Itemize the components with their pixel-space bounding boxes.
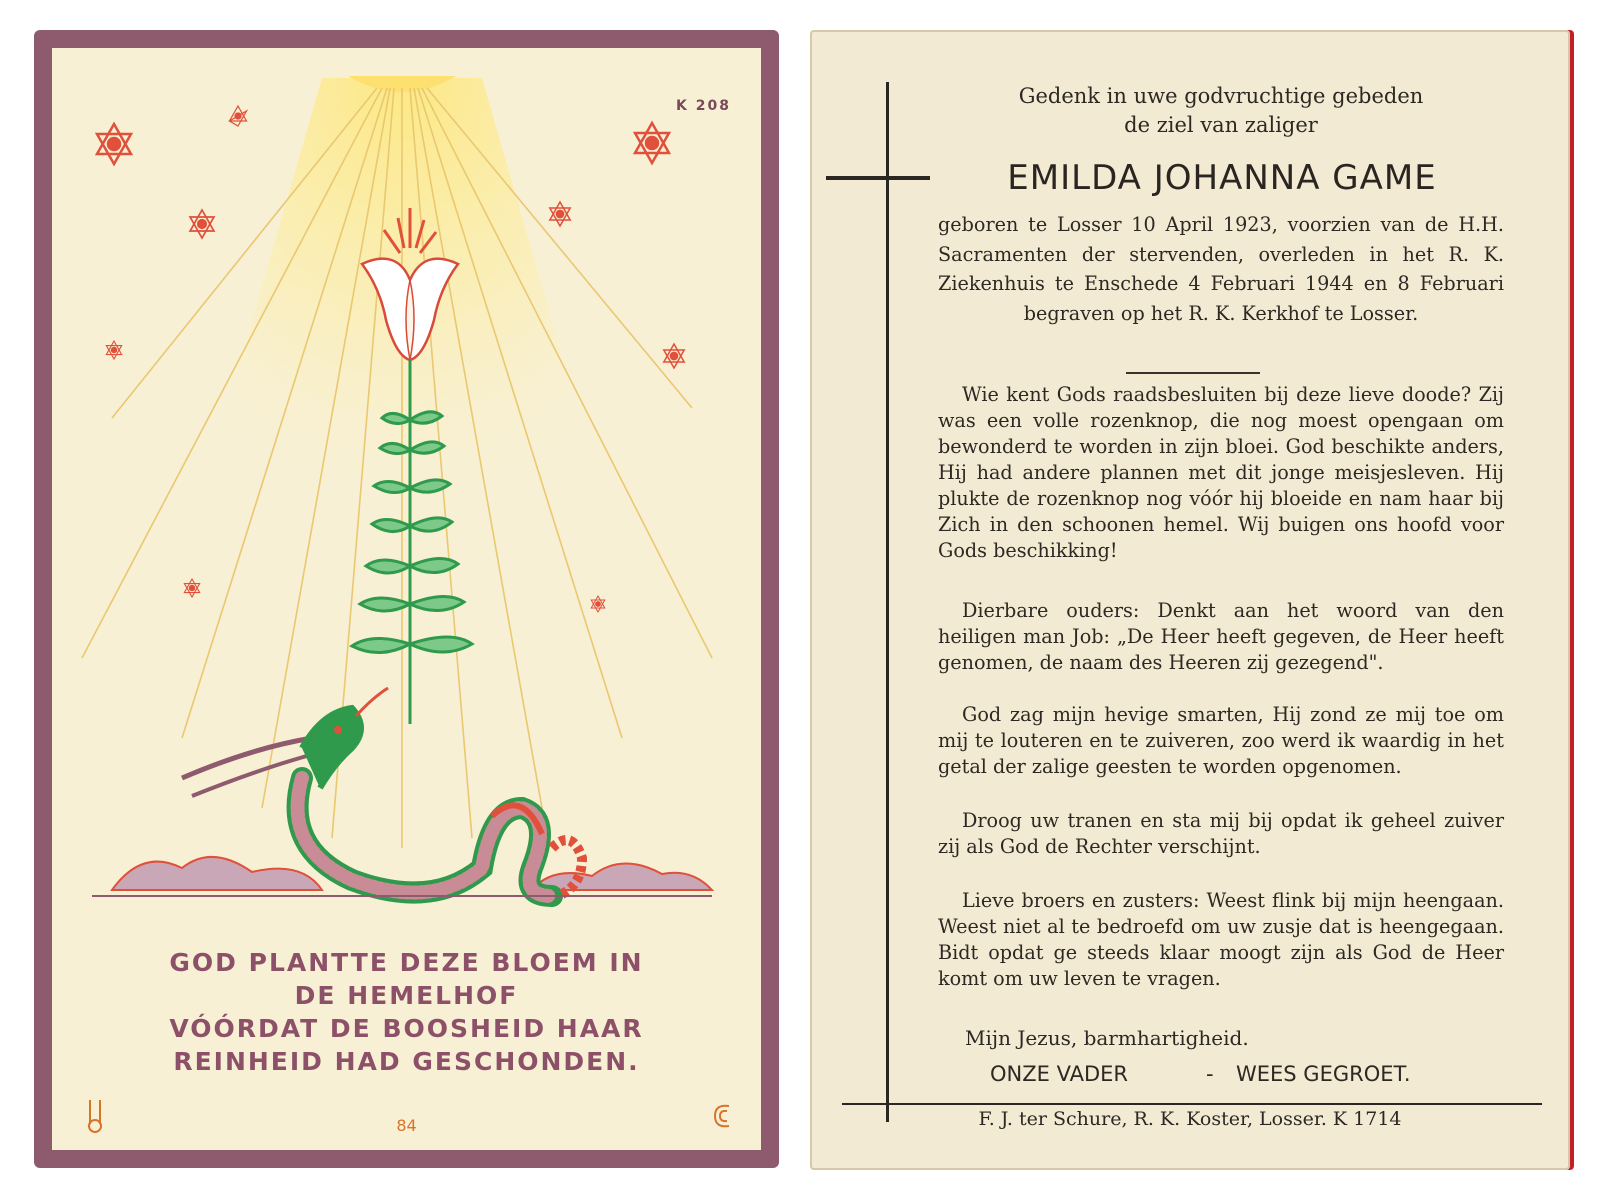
motto-line: REINHEID HAD GESCHONDEN. bbox=[173, 1047, 640, 1076]
prayer-separator: - bbox=[1206, 1062, 1214, 1086]
star-icon bbox=[550, 202, 570, 226]
motto-line: DE HEMELHOF bbox=[294, 981, 519, 1010]
paragraph: Lieve broers en zusters: Weest flink bij mijn heengaan. Weest niet al te bedroefd om uw zusje dat is heengegaan. Bidt opdat ge steeds klaar moogt zijn als God de Heer komt om uw leven te vragen. bbox=[938, 889, 1504, 990]
prayer-hail-mary: WEES GEGROET. bbox=[1236, 1062, 1411, 1086]
star-icon bbox=[230, 106, 247, 126]
card-code: K 208 bbox=[676, 98, 731, 114]
star-icon bbox=[97, 124, 131, 164]
star-icon bbox=[106, 341, 121, 359]
paragraph: Wie kent Gods raadsbesluiten bij deze lieve doode? Zij was een volle rozenknop, die nog moest opengaan om bewonderd te worden in zijn bloei. God beschikte anders, Hij had andere plannen met dit jonge meisjesleven. Hij plukte de rozenknop nog vóór hij bloeide en nam haar bij Zich in den schoonen hemel. Wij buigen ons hoofd voor Gods beschikking! bbox=[938, 383, 1504, 562]
motto-line: GOD PLANTTE DEZE BLOEM IN bbox=[169, 948, 644, 977]
footer-rule bbox=[842, 1103, 1542, 1105]
intro-line: de ziel van zaliger bbox=[1124, 113, 1318, 137]
biography: geboren te Losser 10 April 1923, voorzien van de H.H. Sacramenten der stervenden, overleden in het R. K. Ziekenhuis te Enschede 4 Februari 1944 en 8 Februari begraven op het R. K. Kerkhof te Losser. bbox=[938, 213, 1504, 325]
cross-arm bbox=[826, 176, 930, 180]
intro-line: Gedenk in uwe godvruchtige gebeden bbox=[1018, 84, 1424, 108]
star-icon bbox=[190, 210, 214, 238]
card-front-panel bbox=[52, 48, 761, 1150]
memorial-card-front bbox=[34, 30, 779, 1168]
motto-line: VÓÓRDAT DE BOOSHEID HAAR bbox=[169, 1014, 644, 1043]
divider bbox=[1126, 372, 1260, 374]
prayer-our-father: ONZE VADER bbox=[990, 1062, 1128, 1086]
star-icon bbox=[664, 344, 684, 368]
cross-icon bbox=[886, 82, 889, 1122]
closing-prayer: Mijn Jezus, barmhartigheid. bbox=[965, 1026, 1249, 1050]
star-icon bbox=[635, 123, 669, 163]
memorial-motto bbox=[52, 946, 761, 1078]
paragraph: Dierbare ouders: Denkt aan het woord van den heiligen man Job: „De Heer heeft gegeven, de Heer heeft genomen, de naam des Heeren zij gezegend". bbox=[938, 599, 1504, 674]
intro-text bbox=[938, 82, 1504, 140]
copyright-mark-icon bbox=[711, 1098, 733, 1134]
paragraph: Droog uw tranen en sta mij bij opdat ik geheel zuiver zij als God de Rechter verschijnt. bbox=[938, 809, 1504, 858]
card-number: 84 bbox=[396, 1116, 417, 1135]
memorial-card-back bbox=[810, 30, 1570, 1170]
printer-imprint: F. J. ter Schure, R. K. Koster, Losser. K 1714 bbox=[978, 1108, 1402, 1130]
deceased-name: EMILDA JOHANNA GAME bbox=[1007, 158, 1437, 198]
paragraph: God zag mijn hevige smarten, Hij zond ze mij toe om mij te louteren en te zuiveren, zoo werd ik waardig in het getal der zalige geesten te worden opgenomen. bbox=[938, 703, 1504, 778]
